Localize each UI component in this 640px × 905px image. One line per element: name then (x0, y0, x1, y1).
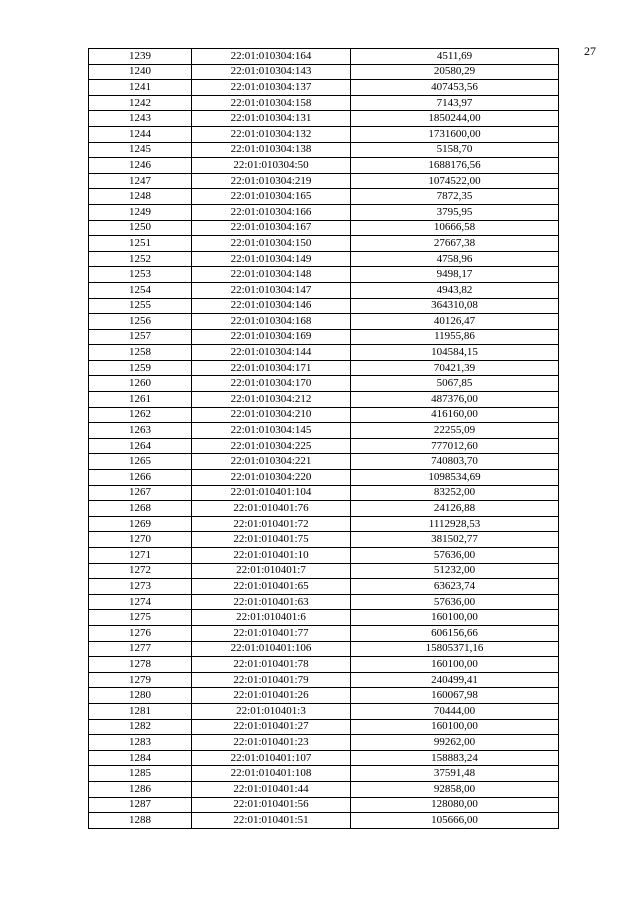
table-row (89, 267, 559, 283)
cadastral-value-cell: 104584,15 (351, 345, 559, 361)
table-row (89, 95, 559, 111)
table-row (89, 688, 559, 704)
row-number-cell: 1279 (89, 672, 192, 688)
cadastral-value-cell: 92858,00 (351, 781, 559, 797)
cadastral-number-cell: 22:01:010401:56 (192, 797, 351, 813)
row-number-cell: 1287 (89, 797, 192, 813)
table-row (89, 111, 559, 127)
cadastral-number-cell: 22:01:010304:167 (192, 220, 351, 236)
table-row (89, 423, 559, 439)
cadastral-value-cell: 99262,00 (351, 735, 559, 751)
row-number-cell: 1270 (89, 532, 192, 548)
cadastral-number-cell: 22:01:010304:143 (192, 64, 351, 80)
cadastral-number-cell: 22:01:010401:7 (192, 563, 351, 579)
row-number-cell: 1242 (89, 95, 192, 111)
cadastral-value-cell: 777012,60 (351, 438, 559, 454)
cadastral-value-cell: 9498,17 (351, 267, 559, 283)
table-row (89, 80, 559, 96)
row-number-cell: 1252 (89, 251, 192, 267)
row-number-cell: 1262 (89, 407, 192, 423)
cadastral-number-cell: 22:01:010304:168 (192, 314, 351, 330)
cadastral-number-cell: 22:01:010304:138 (192, 142, 351, 158)
cadastral-value-cell: 1731600,00 (351, 126, 559, 142)
cadastral-value-cell: 11955,86 (351, 329, 559, 345)
cadastral-number-cell: 22:01:010304:150 (192, 236, 351, 252)
table-row (89, 563, 559, 579)
cadastral-value-cell: 5158,70 (351, 142, 559, 158)
cadastral-value-cell: 40126,47 (351, 314, 559, 330)
table-row (89, 407, 559, 423)
row-number-cell: 1249 (89, 204, 192, 220)
row-number-cell: 1284 (89, 750, 192, 766)
row-number-cell: 1276 (89, 625, 192, 641)
row-number-cell: 1246 (89, 158, 192, 174)
row-number-cell: 1250 (89, 220, 192, 236)
table-row (89, 750, 559, 766)
row-number-cell: 1278 (89, 657, 192, 673)
cadastral-number-cell: 22:01:010401:23 (192, 735, 351, 751)
cadastral-value-cell: 51232,00 (351, 563, 559, 579)
table-row (89, 470, 559, 486)
cadastral-value-cell: 5067,85 (351, 376, 559, 392)
table-row (89, 641, 559, 657)
cadastral-number-cell: 22:01:010304:146 (192, 298, 351, 314)
cadastral-value-cell: 364310,08 (351, 298, 559, 314)
cadastral-value-cell: 4511,69 (351, 49, 559, 65)
row-number-cell: 1260 (89, 376, 192, 392)
cadastral-value-cell: 57636,00 (351, 594, 559, 610)
table-row (89, 345, 559, 361)
cadastral-value-cell: 24126,88 (351, 501, 559, 517)
table-row (89, 158, 559, 174)
table-row (89, 189, 559, 205)
cadastral-number-cell: 22:01:010304:165 (192, 189, 351, 205)
table-row (89, 594, 559, 610)
row-number-cell: 1267 (89, 485, 192, 501)
cadastral-value-cell: 1098534,69 (351, 470, 559, 486)
table-row (89, 766, 559, 782)
row-number-cell: 1285 (89, 766, 192, 782)
cadastral-value-cell: 63623,74 (351, 579, 559, 595)
row-number-cell: 1258 (89, 345, 192, 361)
cadastral-number-cell: 22:01:010401:3 (192, 703, 351, 719)
cadastral-number-cell: 22:01:010401:26 (192, 688, 351, 704)
table-row (89, 329, 559, 345)
cadastral-value-cell: 4758,96 (351, 251, 559, 267)
row-number-cell: 1255 (89, 298, 192, 314)
cadastral-number-cell: 22:01:010401:44 (192, 781, 351, 797)
row-number-cell: 1275 (89, 610, 192, 626)
table-row (89, 657, 559, 673)
table-row (89, 672, 559, 688)
cadastral-number-cell: 22:01:010304:164 (192, 49, 351, 65)
table-row (89, 236, 559, 252)
table-row (89, 532, 559, 548)
table-row (89, 376, 559, 392)
cadastral-number-cell: 22:01:010304:219 (192, 173, 351, 189)
cadastral-number-cell: 22:01:010401:108 (192, 766, 351, 782)
table-row (89, 625, 559, 641)
cadastral-number-cell: 22:01:010304:210 (192, 407, 351, 423)
cadastral-value-table (88, 48, 559, 829)
cadastral-number-cell: 22:01:010304:166 (192, 204, 351, 220)
cadastral-number-cell: 22:01:010401:79 (192, 672, 351, 688)
cadastral-value-cell: 407453,56 (351, 80, 559, 96)
row-number-cell: 1280 (89, 688, 192, 704)
cadastral-number-cell: 22:01:010401:63 (192, 594, 351, 610)
table-body (89, 49, 559, 829)
cadastral-number-cell: 22:01:010401:107 (192, 750, 351, 766)
row-number-cell: 1257 (89, 329, 192, 345)
cadastral-number-cell: 22:01:010304:220 (192, 470, 351, 486)
table-row (89, 126, 559, 142)
cadastral-number-cell: 22:01:010401:10 (192, 548, 351, 564)
cadastral-value-cell: 1688176,56 (351, 158, 559, 174)
cadastral-number-cell: 22:01:010304:158 (192, 95, 351, 111)
cadastral-value-cell: 83252,00 (351, 485, 559, 501)
row-number-cell: 1266 (89, 470, 192, 486)
cadastral-value-cell: 22255,09 (351, 423, 559, 439)
cadastral-value-cell: 4943,82 (351, 282, 559, 298)
page-number: 27 (584, 44, 596, 58)
row-number-cell: 1271 (89, 548, 192, 564)
cadastral-value-cell: 20580,29 (351, 64, 559, 80)
table-row (89, 392, 559, 408)
row-number-cell: 1268 (89, 501, 192, 517)
cadastral-value-cell: 158883,24 (351, 750, 559, 766)
row-number-cell: 1274 (89, 594, 192, 610)
row-number-cell: 1283 (89, 735, 192, 751)
cadastral-value-cell: 7143,97 (351, 95, 559, 111)
table-row (89, 220, 559, 236)
cadastral-value-cell: 7872,35 (351, 189, 559, 205)
cadastral-value-cell: 128080,00 (351, 797, 559, 813)
table-row (89, 485, 559, 501)
table-row (89, 516, 559, 532)
row-number-cell: 1254 (89, 282, 192, 298)
table-row (89, 314, 559, 330)
cadastral-number-cell: 22:01:010304:212 (192, 392, 351, 408)
cadastral-value-cell: 1074522,00 (351, 173, 559, 189)
table-row (89, 610, 559, 626)
cadastral-number-cell: 22:01:010304:148 (192, 267, 351, 283)
table-row (89, 173, 559, 189)
cadastral-number-cell: 22:01:010401:78 (192, 657, 351, 673)
table-row (89, 719, 559, 735)
table-row (89, 64, 559, 80)
row-number-cell: 1281 (89, 703, 192, 719)
cadastral-number-cell: 22:01:010304:147 (192, 282, 351, 298)
cadastral-value-cell: 416160,00 (351, 407, 559, 423)
row-number-cell: 1265 (89, 454, 192, 470)
cadastral-number-cell: 22:01:010401:72 (192, 516, 351, 532)
row-number-cell: 1272 (89, 563, 192, 579)
table-row (89, 298, 559, 314)
row-number-cell: 1263 (89, 423, 192, 439)
cadastral-value-cell: 15805371,16 (351, 641, 559, 657)
cadastral-value-cell: 381502,77 (351, 532, 559, 548)
table-row (89, 797, 559, 813)
table-row (89, 49, 559, 65)
cadastral-value-cell: 240499,41 (351, 672, 559, 688)
cadastral-value-cell: 1850244,00 (351, 111, 559, 127)
row-number-cell: 1273 (89, 579, 192, 595)
table-row (89, 703, 559, 719)
cadastral-value-cell: 10666,58 (351, 220, 559, 236)
table-row (89, 813, 559, 829)
cadastral-number-cell: 22:01:010304:169 (192, 329, 351, 345)
table-row (89, 360, 559, 376)
cadastral-number-cell: 22:01:010304:144 (192, 345, 351, 361)
row-number-cell: 1239 (89, 49, 192, 65)
cadastral-number-cell: 22:01:010401:76 (192, 501, 351, 517)
cadastral-value-cell: 70444,00 (351, 703, 559, 719)
row-number-cell: 1244 (89, 126, 192, 142)
row-number-cell: 1256 (89, 314, 192, 330)
table-row (89, 142, 559, 158)
cadastral-number-cell: 22:01:010401:51 (192, 813, 351, 829)
cadastral-number-cell: 22:01:010304:145 (192, 423, 351, 439)
cadastral-number-cell: 22:01:010304:170 (192, 376, 351, 392)
cadastral-value-cell: 57636,00 (351, 548, 559, 564)
cadastral-value-cell: 160100,00 (351, 657, 559, 673)
cadastral-number-cell: 22:01:010304:225 (192, 438, 351, 454)
row-number-cell: 1251 (89, 236, 192, 252)
cadastral-value-cell: 740803,70 (351, 454, 559, 470)
cadastral-value-cell: 105666,00 (351, 813, 559, 829)
table-row (89, 251, 559, 267)
row-number-cell: 1259 (89, 360, 192, 376)
row-number-cell: 1240 (89, 64, 192, 80)
cadastral-value-cell: 1112928,53 (351, 516, 559, 532)
row-number-cell: 1241 (89, 80, 192, 96)
cadastral-value-cell: 3795,95 (351, 204, 559, 220)
cadastral-number-cell: 22:01:010401:6 (192, 610, 351, 626)
row-number-cell: 1269 (89, 516, 192, 532)
table-row (89, 501, 559, 517)
cadastral-number-cell: 22:01:010401:27 (192, 719, 351, 735)
table-row (89, 204, 559, 220)
row-number-cell: 1248 (89, 189, 192, 205)
row-number-cell: 1277 (89, 641, 192, 657)
cadastral-value-cell: 70421,39 (351, 360, 559, 376)
cadastral-number-cell: 22:01:010304:171 (192, 360, 351, 376)
cadastral-value-cell: 37591,48 (351, 766, 559, 782)
cadastral-value-cell: 160100,00 (351, 610, 559, 626)
cadastral-number-cell: 22:01:010304:132 (192, 126, 351, 142)
row-number-cell: 1245 (89, 142, 192, 158)
row-number-cell: 1247 (89, 173, 192, 189)
cadastral-number-cell: 22:01:010304:149 (192, 251, 351, 267)
cadastral-value-cell: 487376,00 (351, 392, 559, 408)
row-number-cell: 1282 (89, 719, 192, 735)
cadastral-number-cell: 22:01:010401:77 (192, 625, 351, 641)
row-number-cell: 1286 (89, 781, 192, 797)
table-row (89, 438, 559, 454)
row-number-cell: 1261 (89, 392, 192, 408)
row-number-cell: 1264 (89, 438, 192, 454)
row-number-cell: 1253 (89, 267, 192, 283)
cadastral-value-cell: 160067,98 (351, 688, 559, 704)
table-row (89, 735, 559, 751)
cadastral-number-cell: 22:01:010304:131 (192, 111, 351, 127)
cadastral-value-cell: 160100,00 (351, 719, 559, 735)
row-number-cell: 1288 (89, 813, 192, 829)
row-number-cell: 1243 (89, 111, 192, 127)
table-row (89, 454, 559, 470)
table-row (89, 282, 559, 298)
cadastral-value-cell: 27667,38 (351, 236, 559, 252)
table-row (89, 781, 559, 797)
table-row (89, 548, 559, 564)
cadastral-number-cell: 22:01:010401:65 (192, 579, 351, 595)
cadastral-number-cell: 22:01:010401:106 (192, 641, 351, 657)
table-row (89, 579, 559, 595)
cadastral-number-cell: 22:01:010304:221 (192, 454, 351, 470)
cadastral-number-cell: 22:01:010304:137 (192, 80, 351, 96)
cadastral-number-cell: 22:01:010401:104 (192, 485, 351, 501)
cadastral-number-cell: 22:01:010304:50 (192, 158, 351, 174)
cadastral-value-cell: 606156,66 (351, 625, 559, 641)
cadastral-number-cell: 22:01:010401:75 (192, 532, 351, 548)
